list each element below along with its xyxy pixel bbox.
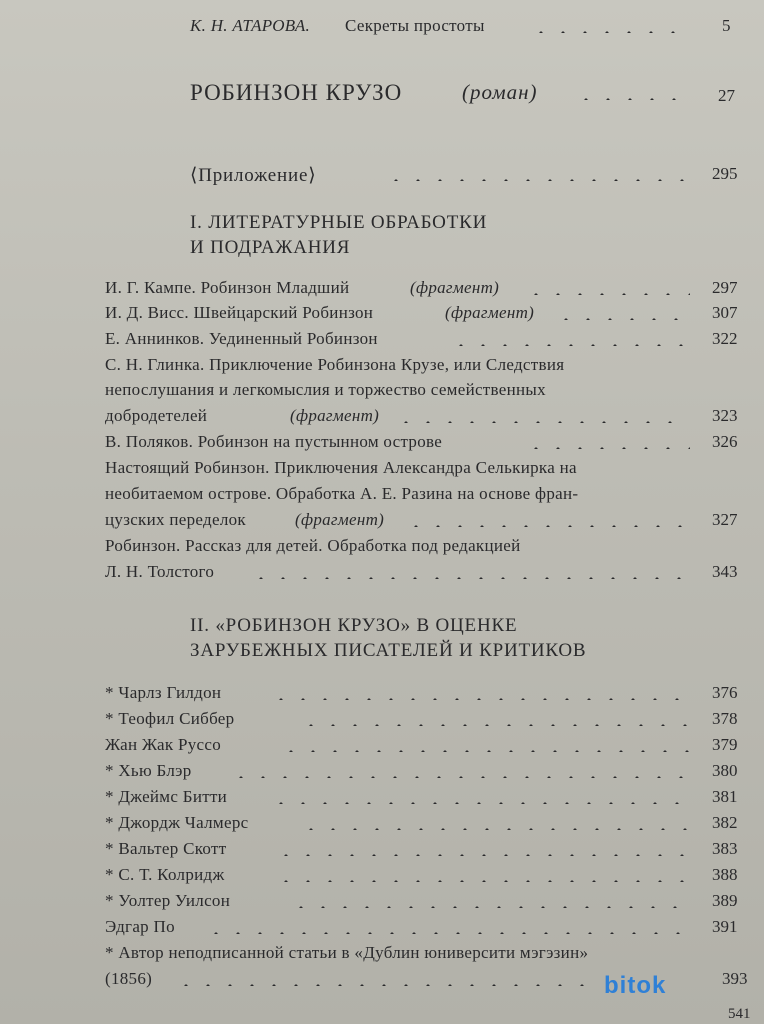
- entry-text: В. Поляков. Робинзон на пустынном острове: [105, 432, 443, 451]
- leader-dots: [275, 854, 690, 856]
- page-number: 323: [712, 406, 738, 425]
- leader-dots: [405, 525, 690, 527]
- folio-number: 541: [728, 1006, 751, 1022]
- page-number: 327: [712, 510, 738, 529]
- leader-dots: [395, 421, 690, 423]
- entry-line: С. Н. Глинка. Приключение Робинзона Крузе, или Следствия: [105, 355, 565, 374]
- section-2-heading-line1: II. «РОБИНЗОН КРУЗО» В ОЦЕНКЕ: [190, 615, 518, 636]
- toc-entry: [0, 709, 764, 735]
- toc-entry-continuation: [0, 484, 764, 510]
- entry-text: * Уолтер Уилсон: [105, 891, 231, 910]
- page-number: 295: [712, 164, 738, 183]
- section-1-heading-line2: И ПОДРАЖАНИЯ: [190, 237, 351, 258]
- leader-dots: [525, 447, 690, 449]
- page-number: 27: [718, 86, 735, 105]
- entry-text: * Джордж Чалмерс: [105, 813, 249, 832]
- page-number: 388: [712, 865, 738, 884]
- entry-line: Л. Н. Толстого: [105, 562, 215, 581]
- toc-entry-continuation: [0, 562, 764, 588]
- leader-dots: [270, 698, 690, 700]
- leader-dots: [290, 906, 690, 908]
- entry-text: * Джеймс Битти: [105, 787, 228, 806]
- toc-entry: [0, 865, 764, 891]
- entry-text: * Чарлз Гилдон: [105, 683, 222, 702]
- page-number: 391: [712, 917, 738, 936]
- entry-text: * Теофил Сиббер: [105, 709, 235, 728]
- toc-entry: [0, 278, 764, 304]
- entry-line: Робинзон. Рассказ для детей. Обработка под редакцией: [105, 536, 521, 555]
- toc-entry: [0, 917, 764, 943]
- toc-entry-continuation: [0, 406, 764, 432]
- page-number: 393: [722, 969, 748, 988]
- entry-text: И. Д. Висс. Швейцарский Робинзон: [105, 303, 374, 322]
- page-number: 322: [712, 329, 738, 348]
- leader-dots: [555, 318, 690, 320]
- leader-dots: [270, 802, 690, 804]
- toc-entry: [0, 432, 764, 458]
- leader-dots: [205, 932, 690, 934]
- leader-dots: [275, 880, 690, 882]
- leader-dots: [280, 750, 690, 752]
- toc-entry: [0, 813, 764, 839]
- page-number: 297: [712, 278, 738, 297]
- entry-line: непослушания и легкомыслия и торжество семейственных: [105, 380, 546, 399]
- entry-text: Жан Жак Руссо: [105, 735, 222, 754]
- entry-text: Эдгар По: [105, 917, 175, 936]
- toc-entry: [0, 761, 764, 787]
- leader-dots: [385, 179, 685, 181]
- entry-text: * Хью Блэр: [105, 761, 192, 780]
- appendix-title: ⟨Приложение⟩: [190, 165, 317, 186]
- toc-entry: [0, 329, 764, 355]
- page-number: 5: [722, 16, 731, 35]
- page-number: 326: [712, 432, 738, 451]
- entry-text: Е. Аннинков. Уединенный Робинзон: [105, 329, 378, 348]
- leader-dots: [525, 293, 690, 295]
- page-number: 382: [712, 813, 738, 832]
- page-number: 378: [712, 709, 738, 728]
- toc-entry: [0, 735, 764, 761]
- toc-entry: [0, 303, 764, 329]
- section-1-heading-line1: I. ЛИТЕРАТУРНЫЕ ОБРАБОТКИ: [190, 212, 488, 233]
- leader-dots: [450, 344, 690, 346]
- page-number: 343: [712, 562, 738, 581]
- toc-entry: [0, 839, 764, 865]
- toc-entry: [0, 355, 764, 381]
- leader-dots: [230, 776, 690, 778]
- novel-note: (роман): [462, 80, 538, 104]
- toc-entry: [0, 943, 764, 969]
- page-number: 307: [712, 303, 738, 322]
- entry-line: Настоящий Робинзон. Приключения Александра Селькирка на: [105, 458, 577, 477]
- watermark-logo: bitok: [604, 972, 667, 999]
- preface-title: Секреты простоты: [345, 16, 485, 35]
- entry-note: (фрагмент): [445, 303, 535, 322]
- page-number: 383: [712, 839, 738, 858]
- novel-title: РОБИНЗОН КРУЗО: [190, 80, 403, 105]
- entry-line: цузских переделок: [105, 510, 246, 529]
- toc-entry: [0, 536, 764, 562]
- leader-dots: [250, 577, 690, 579]
- entry-note: (фрагмент): [410, 278, 500, 297]
- page-number: 379: [712, 735, 738, 754]
- entry-note: (фрагмент): [295, 510, 385, 529]
- section-2-heading-line2: ЗАРУБЕЖНЫХ ПИСАТЕЛЕЙ И КРИТИКОВ: [190, 640, 587, 661]
- leader-dots: [300, 828, 690, 830]
- toc-entry-continuation: [0, 380, 764, 406]
- entry-note: (фрагмент): [290, 406, 380, 425]
- leader-dots: [530, 31, 690, 33]
- page-number: 380: [712, 761, 738, 780]
- toc-entry-appendix: [0, 164, 764, 190]
- page-number: 376: [712, 683, 738, 702]
- toc-entry-continuation: [0, 510, 764, 536]
- entry-text: * Вальтер Скотт: [105, 839, 227, 858]
- toc-entry-preface: [0, 16, 764, 42]
- toc-entry: [0, 683, 764, 709]
- page-number: 389: [712, 891, 738, 910]
- preface-author: К. Н. АТАРОВА.: [190, 16, 311, 35]
- entry-line: (1856): [105, 969, 153, 988]
- entry-text: * С. Т. Колридж: [105, 865, 225, 884]
- toc-entry: [0, 458, 764, 484]
- toc-entry-novel: [0, 80, 764, 112]
- toc-entry: [0, 787, 764, 813]
- entry-line: необитаемом острове. Обработка А. Е. Разина на основе фран-: [105, 484, 579, 503]
- entry-line: * Автор неподписанной статьи в «Дублин юниверсити мэгэзин»: [105, 943, 589, 962]
- entry-text: И. Г. Кампе. Робинзон Младший: [105, 278, 350, 297]
- leader-dots: [300, 724, 690, 726]
- toc-entry: [0, 891, 764, 917]
- leader-dots: [575, 98, 690, 100]
- entry-line: добродетелей: [105, 406, 208, 425]
- leader-dots: [175, 984, 595, 986]
- page-number: 381: [712, 787, 738, 806]
